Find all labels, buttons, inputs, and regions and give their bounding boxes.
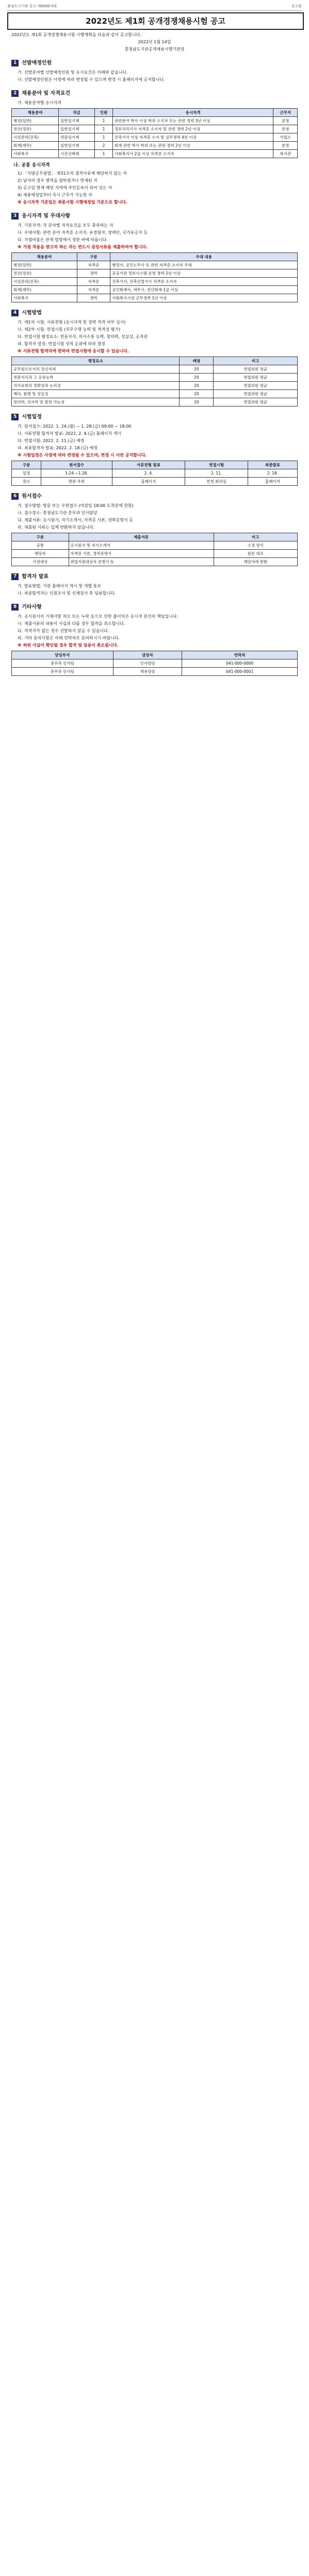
intro-org: 충청남도기관공개채용시행기관장 [124,47,185,52]
table-row [12,269,298,278]
table-header: 근무지 [273,109,298,117]
section-3-heading [11,213,298,219]
table-cell: 사업소 [273,133,298,142]
table-cell: 복지관 [273,150,298,158]
table-cell: 가점대상 [12,558,69,566]
interview-criteria-table [11,357,298,406]
table-cell: 자격증 [77,261,110,269]
table-cell: 시설관리(건축) [12,133,59,142]
table-header: 우대 내용 [110,253,298,261]
table-cell: 일반임기제 [59,142,95,150]
table-row [12,550,298,558]
table-cell: 전문임기제 [59,133,95,142]
schedule-table [11,461,298,486]
table-cell: 자격증 [77,286,110,294]
table-cell: 20 [180,374,214,382]
table-row [12,382,298,390]
table-cell: 행정(일반) [12,117,59,125]
table-row [12,478,298,486]
table-cell: 인사담당 [113,659,182,668]
table-cell: 공인회계사, 세무사, 전산회계 1급 이상 [110,286,298,294]
table-cell: 1 [95,133,113,142]
table-row [12,133,298,142]
table-cell: 2 [95,142,113,150]
table-cell: 경력 [77,269,110,278]
table-cell: 창의력, 의지력 및 발전 가능성 [12,398,180,406]
warning-note: ※ 허위 사실이 확인될 경우 합격 및 임용이 취소됩니다. [18,643,119,648]
table-cell: 채용담당 [113,668,182,676]
table-header: 구분 [77,253,110,261]
table-cell: 본청 회의실 [185,478,248,486]
table-cell: 원본 대조 [214,550,297,558]
table-header: 직급 [59,109,95,117]
section-line: 나. 우대사항: 관련 분야 자격증 소지자, 유경험자, 장애인, 국가유공자 등 [18,230,148,235]
section-title: 채용분야 및 자격요건 [22,90,71,96]
table-cell: 본청 [273,142,298,150]
table-cell: 일반임기제 [59,117,95,125]
section-title: 원서접수 [22,493,42,499]
table-cell: 소정 양식 [214,541,297,550]
table-cell: 면접위원 평균 [214,365,298,374]
table-cell: 해당자 [12,550,69,558]
table-cell: 총무과 인사팀 [12,668,113,676]
warning-note: ※ 응시자격 기준일은 최종시험 시행예정일 기준으로 합니다. [18,200,127,205]
section-title: 선발예정인원 [22,60,52,66]
table-cell: 면접위원 평균 [214,390,298,398]
section-line: 다. 적격자가 없는 경우 선발하지 않을 수 있습니다. [18,629,109,633]
table-row [12,541,298,550]
table-cell: 면접위원 평균 [214,374,298,382]
table-cell: 1.24.~1.28. [41,469,112,478]
table-cell: 전문지식과 그 응용능력 [12,374,180,382]
table-cell: 응시원서 및 자기소개서 [69,541,214,550]
section-title: 기타사항 [22,604,42,610]
table-cell: 경력 [77,294,110,302]
table-cell: 총무과 인사팀 [12,659,113,668]
section-1-heading [11,60,298,66]
table-row [12,668,298,676]
top-header-bar [7,3,302,11]
section-2-heading [11,90,298,97]
table-header: 평정요소 [12,357,180,365]
table-cell: 본청 [273,125,298,133]
table-cell: 행정(일반) [12,261,77,269]
warning-note: ※ 가점 적용을 받고자 하는 자는 반드시 증빙서류를 제출하여야 합니다. [18,245,148,249]
table-header: 구분 [12,461,41,469]
table-cell: 사회복지시설 근무경력 1년 이상 [110,294,298,302]
table-cell: 1 [95,125,113,133]
table-cell: 해당자에 한함 [214,558,297,566]
section-line: 나. 최종합격자는 신원조사 및 신체검사 후 임용합니다. [18,591,116,596]
table-cell: 20 [180,382,214,390]
section-line: 다. 면접시험 평정요소: 전문지식, 의사소통 능력, 창의력, 성실성, 공직관 [18,334,148,339]
section-line: 가. 기본자격: 각 분야별 자격요건을 모두 충족하는 자 [18,223,113,228]
table-cell: 공무원으로서의 정신자세 [12,365,180,374]
table-header: 채용분야 [12,109,59,117]
table-cell: 공공기관 정보시스템 운영 경력 2년 이상 [110,269,298,278]
table-cell: 20 [180,398,214,406]
table-row [12,374,298,382]
section-6-heading [11,493,298,500]
section-number: 8 [11,604,19,611]
table-cell: 20 [180,390,214,398]
document-body [11,32,298,680]
section-line: 2) 남자의 경우 병역을 필하였거나 면제된 자 [18,178,97,183]
table-cell: 20 [180,365,214,374]
table-cell: 건축기사 이상 자격증 소지 및 실무경력 4년 이상 [112,133,273,142]
table-header: 비고 [214,357,298,365]
header-right-text: 공고문 [291,4,302,8]
table-cell: 2. 18. [248,469,297,478]
table-row [12,294,298,302]
table-row [12,142,298,150]
table-row [12,261,298,269]
table-cell: 시설관리(건축) [12,278,77,286]
table-row [12,390,298,398]
table-cell: 예의, 품행 및 성실성 [12,390,180,398]
table-cell: 2. 4. [112,469,185,478]
table-cell: 자격증 [77,278,110,286]
table-header: 원서접수 [41,461,112,469]
section-line: 라. 기타 문의사항은 아래 연락처로 문의하시기 바랍니다. [18,636,120,640]
announcement-title: 2022년도 제1회 공개경쟁채용시험 공고 [7,12,304,30]
table-cell: 전산(정보) [12,125,59,133]
table-header: 구분 [12,533,69,541]
preference-table [11,252,298,302]
table-row [12,125,298,133]
table-cell: 전산(정보) [12,269,77,278]
table-header: 담당자 [113,651,182,659]
table-cell: 정보처리기사 자격증 소지자 및 관련 경력 2년 이상 [112,125,273,133]
table-header: 최종발표 [248,461,297,469]
section-line: 다. 가점비율은 관계 법령에서 정한 바에 따릅니다. [18,238,108,242]
table-cell: 1 [95,150,113,158]
table-header: 채용분야 [12,253,77,261]
section-line: 가. 제1차 시험: 서류전형 (응시자격 및 경력 적격 여부 심사) [18,320,126,325]
table-cell: 건축기사, 건축산업기사 자격증 소지자 [110,278,298,286]
table-cell: 면접위원 평균 [214,398,298,406]
section-number: 7 [11,573,19,580]
section-number: 4 [11,310,19,316]
table-header: 배점 [180,357,214,365]
table-cell: 면접위원 평균 [214,382,298,390]
table-cell: 행정사, 공인노무사 등 관련 자격증 소지자 우대 [110,261,298,269]
section-8-heading [11,604,298,611]
section-7-heading [11,573,298,580]
table-cell: 홈페이지 [112,478,185,486]
table-cell: 1 [95,117,113,125]
table-cell: 회계(재무) [12,286,77,294]
table-cell: 시간선택제 [59,150,95,158]
section-line: 나. 선발예정인원은 사정에 따라 변경될 수 있으며 변경 시 홈페이지에 공지합니다. [18,77,165,82]
header-left-text: 충남도시기관 공고 제0000-0호 [7,4,57,8]
table-header: 연락처 [182,651,298,659]
section-line: 나. 접수장소: 충청남도기관 총무과 인사담당 [18,511,97,515]
table-cell: 취업지원대상자 증명서 등 [69,558,214,566]
section-line: 다. 제출서류: 응시원서, 자기소개서, 자격증 사본, 경력증명서 등 [18,518,133,522]
section-line: 가. 발표방법: 기관 홈페이지 게시 및 개별 통보 [18,584,102,588]
section-line: 나. 제2차 시험: 면접시험 (직무수행 능력 및 적격성 평가) [18,327,121,332]
section-line: 가. 응시원서의 기재사항 착오 또는 누락 등으로 인한 불이익은 응시자 본인의 책임입니다. [18,614,178,619]
section-line: 다. 면접시험: 2022. 2. 11.(금) 예정 [18,438,85,443]
section-number: 6 [11,493,19,500]
table-row [12,398,298,406]
table-cell: 장소 [12,478,41,486]
table-cell: 일반임기제 [59,125,95,133]
table-row [12,278,298,286]
table-cell: 사회복지 [12,294,77,302]
section-line: 가. 원서접수: 2022. 1. 24.(월) ~ 1. 28.(금) 09:00 ~ 18:00 [18,424,132,429]
section-number: 3 [11,213,19,219]
table-header: 인원 [95,109,113,117]
intro-date: 2022년 1월 14일 [138,40,171,44]
table-row [12,150,298,158]
section-line: 1) 「지방공무원법」 제31조의 결격사유에 해당하지 않는 자 [18,171,127,176]
section-line: 가. 선발분야별 선발예정인원 및 응시요건은 아래와 같습니다. [18,70,128,75]
section-5-heading [11,414,298,420]
intro-line: 2022년도 제1회 공개경쟁채용시험 시행계획을 다음과 같이 공고합니다. [11,32,141,37]
section-line: 가. 접수방법: 방문 또는 우편접수 (마감일 18:00 도착분에 한함) [18,503,134,508]
documents-table [11,533,298,566]
table-cell: 자격증 사본, 경력증명서 [69,550,214,558]
table-header: 담당부서 [12,651,113,659]
table-header: 서류전형 발표 [112,461,185,469]
table-header: 응시자격 [112,109,273,117]
table-row [12,558,298,566]
table-cell: 관련분야 학사 이상 학위 소지자 또는 관련 경력 3년 이상 [112,117,273,125]
table-cell: 회계(재무) [12,142,59,150]
recruitment-table [11,108,298,158]
table-cell: 공통 [12,541,69,550]
section-line: 가. 채용분야별 응시자격 [18,100,61,105]
section-line: 3) 공고일 현재 해당 지역에 주민등록이 되어 있는 자 [18,185,112,190]
subsection-heading: 나. 공통 응시자격 [13,163,50,168]
table-cell: 041-000-0001 [182,668,298,676]
section-title: 시험방법 [22,310,42,316]
section-number: 2 [11,90,19,97]
table-row [12,469,298,478]
table-cell: 의사표현의 정확성과 논리성 [12,382,180,390]
table-row [12,117,298,125]
section-title: 합격자 발표 [22,573,49,580]
section-title: 응시자격 및 우대사항 [22,213,71,219]
table-row [12,365,298,374]
table-cell: 본청 [273,117,298,125]
table-cell: 사회복지사 2급 이상 자격증 소지자 [112,150,273,158]
table-header: 면접시험 [185,461,248,469]
table-row [12,659,298,668]
section-line: 나. 서류전형 합격자 발표: 2022. 2. 4.(금) 홈페이지 게시 [18,431,122,436]
section-line: 나. 제출서류의 내용이 사실과 다를 경우 합격을 취소합니다. [18,621,125,626]
table-header: 제출서류 [69,533,214,541]
table-cell: 홈페이지 [248,478,297,486]
section-4-heading [11,310,298,316]
table-cell: 사회복지 [12,150,59,158]
warning-note: ※ 시험일정은 사정에 따라 변경될 수 있으며, 변경 시 사전 공지합니다. [18,453,147,457]
table-cell: 일정 [12,469,41,478]
section-title: 시험일정 [22,414,42,420]
warning-note: ※ 서류전형 합격자에 한하여 면접시험에 응시할 수 있습니다. [18,349,129,353]
table-cell: 회계 관련 학사 학위 또는 관련 경력 2년 이상 [112,142,273,150]
section-number: 1 [11,60,19,66]
section-line: 라. 제출된 서류는 일체 반환하지 않습니다. [18,525,95,530]
table-cell: 방문·우편 [41,478,112,486]
contact-table [11,651,298,676]
table-row [12,286,298,294]
section-line: 라. 최종합격자 발표: 2022. 2. 18.(금) 예정 [18,446,98,450]
table-cell: 041-000-0000 [182,659,298,668]
table-header: 비고 [214,533,297,541]
section-line: 4) 채용예정일부터 즉시 근무가 가능한 자 [18,193,92,197]
table-cell: 2. 11. [185,469,248,478]
section-number: 5 [11,414,19,420]
section-line: 라. 합격자 결정: 면접시험 성적 순위에 따라 결정 [18,342,105,346]
